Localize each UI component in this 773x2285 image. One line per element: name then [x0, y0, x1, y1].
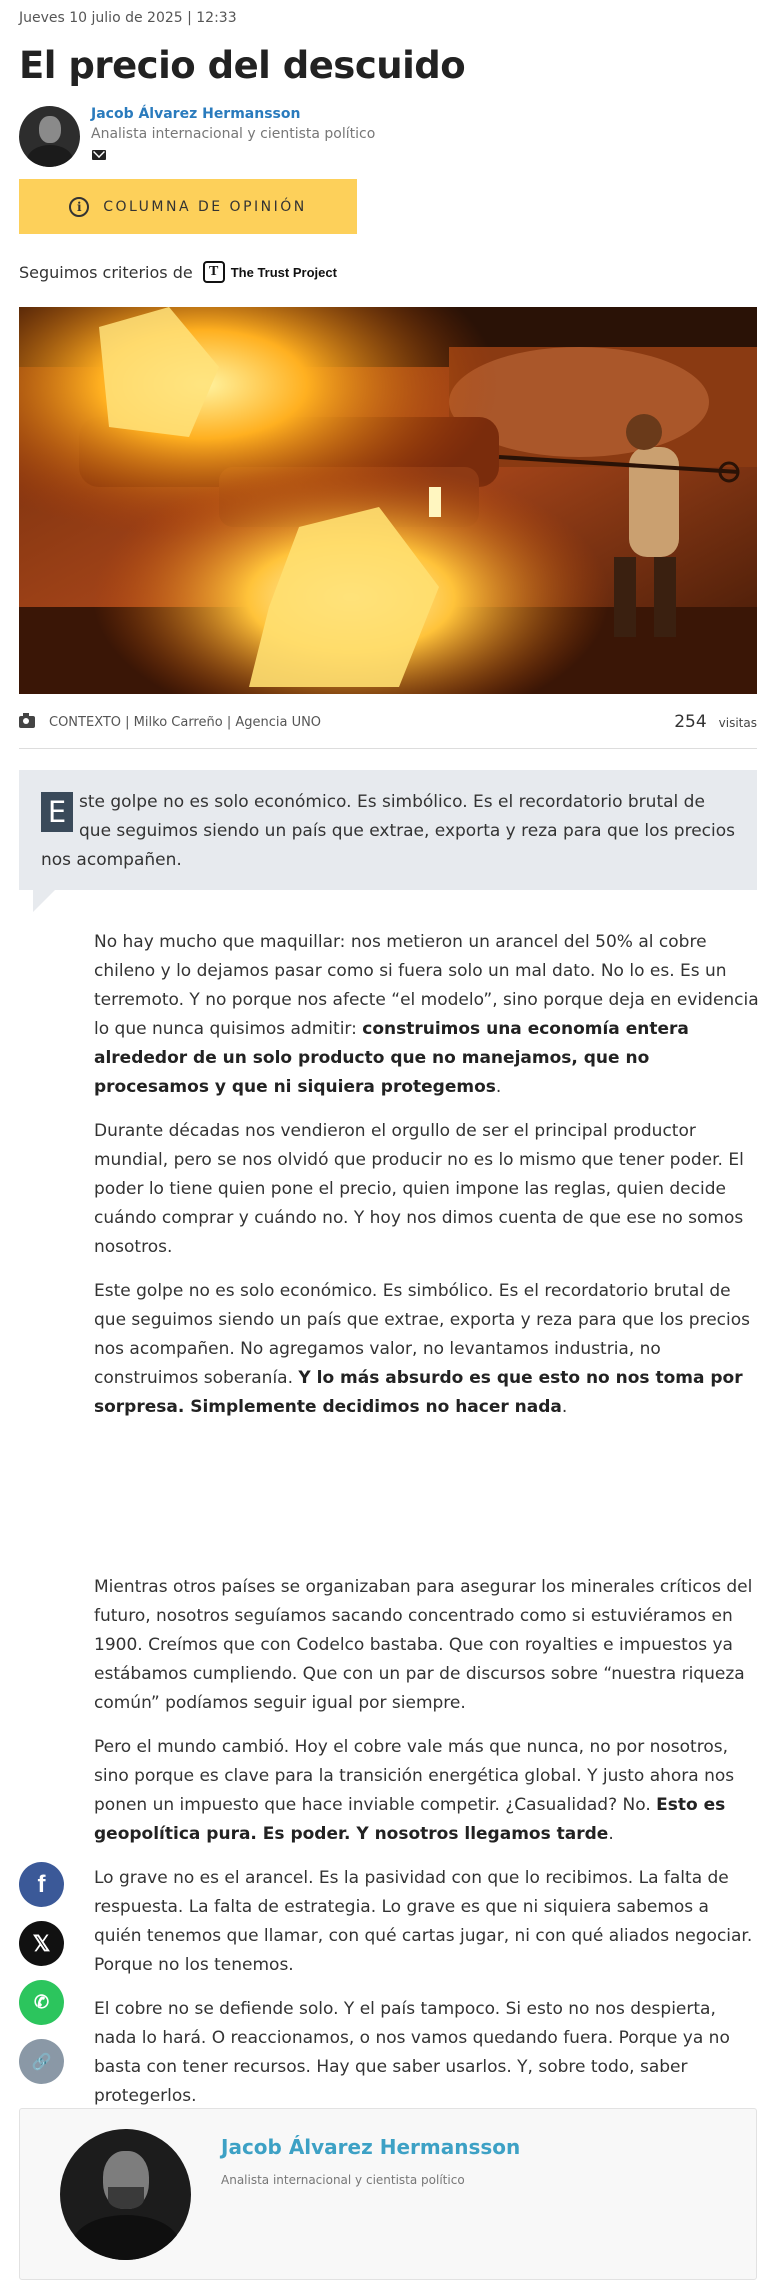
visits-count: 254 [674, 712, 707, 732]
camera-icon [19, 716, 35, 728]
facebook-share-button[interactable]: f [19, 1862, 64, 1907]
visits-counter [674, 712, 757, 732]
article-dateline: Jueves 10 julio de 2025 | 12:33 [19, 10, 237, 26]
copy-link-button[interactable]: 🔗 [19, 2039, 64, 2084]
author-name-link[interactable]: Jacob Álvarez Hermansson [91, 106, 301, 122]
author-role: Analista internacional y cientista político [91, 126, 376, 142]
opinion-column-badge [19, 179, 357, 234]
trust-project-icon: T [203, 261, 225, 283]
lead-quote-box [19, 770, 757, 890]
article-body-part-1 [94, 928, 759, 1437]
paragraph-2: Durante décadas nos vendieron el orgullo de ser el principal productor mundial, pero se nos olvidó que producir no es lo mismo que tener poder. El poder lo tiene quien pone el precio, quien impone las reglas, quien decide cuándo comprar y cuándo no. Y hoy nos dimos cuenta de que ese no somos nosotros. [94, 1121, 744, 1257]
author-card-avatar[interactable] [60, 2129, 191, 2260]
opinion-badge-label: COLUMNA DE OPINIÓN [103, 198, 307, 215]
caption-divider [19, 748, 757, 749]
author-card-name[interactable]: Jacob Álvarez Hermansson [221, 2135, 521, 2159]
info-icon: i [69, 197, 89, 217]
author-byline [19, 106, 439, 168]
visits-label: visitas [718, 716, 757, 730]
trust-project-logo[interactable] [203, 261, 337, 283]
paragraph-7: El cobre no se defiende solo. Y el país tampoco. Si esto no nos despierta, nada lo hará. O reaccionamos, o nos vamos quedando fuera. Porque ya no basta con tener recursos. Hay que saber usarlos. Y, sobre todo, saber protegerlos. [94, 1999, 730, 2106]
trust-project-name: The Trust Project [230, 264, 337, 280]
paragraph-3: Este golpe no es solo económico. Es simbólico. Es el recordatorio brutal de que seguimos siendo un país que extrae, exporta y reza para que los precios nos acompañen. No agregamos valor, no levantamos industria, no construimos soberanía. Y lo más absurdo es que esto no nos toma por sorpresa. Simplemente decidimos no hacer nada. [94, 1281, 750, 1417]
photo-caption: CONTEXTO | Milko Carreño | Agencia UNO [49, 714, 322, 730]
share-buttons [19, 1862, 64, 2084]
hero-photo-smelter [19, 307, 757, 694]
lead-text: ste golpe no es solo económico. Es simbólico. Es el recordatorio brutal de que seguimos siendo un país que extrae, exporta y reza para que los precios nos acompañen. [41, 792, 735, 870]
whatsapp-share-button[interactable]: ✆ [19, 1980, 64, 2025]
article-body-part-2 [94, 1573, 759, 2126]
author-card [19, 2108, 757, 2280]
trust-project-row [19, 261, 337, 283]
drop-cap: E [41, 792, 73, 832]
envelope-icon[interactable] [92, 150, 106, 160]
author-avatar[interactable] [19, 106, 80, 167]
author-card-role: Analista internacional y cientista político [221, 2173, 465, 2187]
paragraph-5: Pero el mundo cambió. Hoy el cobre vale más que nunca, no por nosotros, sino porque es clave para la transición energética global. Y justo ahora nos ponen un impuesto que hace inviable competir. ¿Casualidad? No. Esto es geopolítica pura. Es poder. Y nosotros llegamos tarde. [94, 1737, 735, 1844]
paragraph-1: No hay mucho que maquillar: nos metieron un arancel del 50% al cobre chileno y lo dejamos pasar como si fuera solo un mal dato. No lo es. Es un terremoto. Y no porque nos afecte “el modelo”, sino porque deja en evidencia lo que nunca quisimos admitir: construimos una economía entera alrededor de un solo producto que no manejamos, que no procesamos y que ni siquiera protegemos. [94, 932, 759, 1097]
paragraph-4: Mientras otros países se organizaban para asegurar los minerales críticos del futuro, nosotros seguíamos sacando concentrado como si estuviéramos en 1900. Creímos que con Codelco bastaba. Que con royalties e impuestos ya estábamos cumpliendo. Que con un par de discursos sobre “nuestra riqueza común” podíamos seguir igual por siempre. [94, 1577, 753, 1713]
article-title: El precio del descuido [19, 44, 466, 87]
paragraph-6: Lo grave no es el arancel. Es la pasividad con que lo recibimos. La falta de respuesta. La falta de estrategia. Lo grave es que ni siquiera sabemos a quién tenemos que llamar, con qué cartas jugar, ni con qué aliados negociar. Porque no los tenemos. [94, 1868, 753, 1975]
lead-box-tail [33, 890, 55, 912]
photo-caption-row [19, 712, 757, 732]
trust-prefix: Seguimos criterios de [19, 262, 193, 282]
x-share-button[interactable]: 𝕏 [19, 1921, 64, 1966]
